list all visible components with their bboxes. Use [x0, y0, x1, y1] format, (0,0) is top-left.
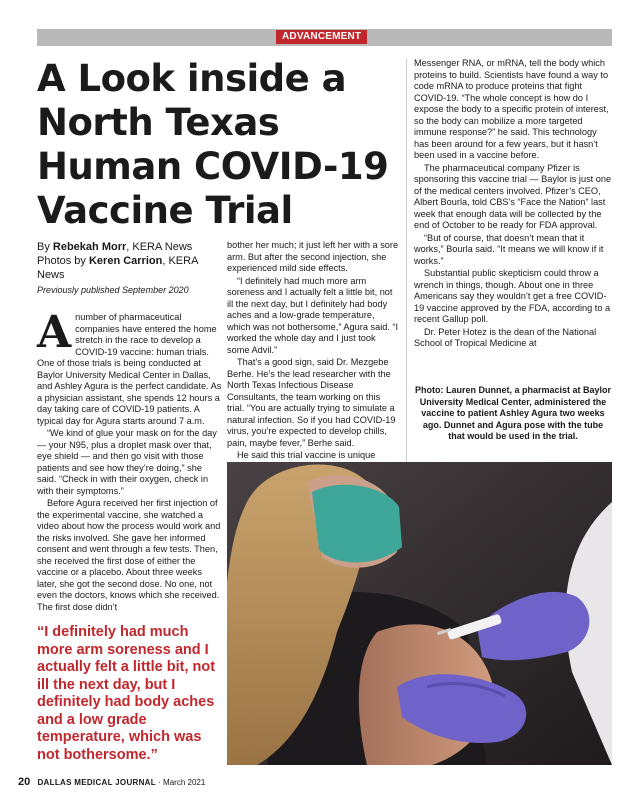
article-column-1	[37, 307, 222, 614]
photographer-org: , KERA News	[37, 255, 198, 281]
paragraph: “But of course, that doesn’t mean that it works,” Bourla said. “It means we will know if it works.”	[414, 232, 604, 266]
byline-prefix: By	[37, 241, 53, 253]
paragraph: Before Agura received her first injection of the experimental vaccine, she watched a video about how the process would work and the risks involved. She gave her informed consent and went through a few tests. Then, she received the first dose of either the vaccine or a placebo. About three weeks later, she got the second dose. No one, not even the doctors, knows which she received. The first dose didn’t	[37, 498, 221, 612]
page-footer	[18, 776, 205, 789]
paragraph: The pharmaceutical company Pfizer is sponsoring this vaccine trial — Baylor is just one of the medical centers involved. Pfizer’s CEO, Albert Bourla, told CBS’s “Face the Nation” last week that enough data will be collected by the end of October to be ready for FDA approval.	[414, 162, 612, 230]
byline	[37, 240, 222, 282]
issue-date: March 2021	[163, 778, 206, 787]
paragraph: “I definitely had much more arm soreness and I actually felt a little bit, not ill the next day, but I definitely had body aches and a low-grade temperature, which was not bothersome,” Agura said. “I worked the whole day and I just took some Advil.”	[227, 275, 399, 355]
paragraph-text: number of pharmaceutical companies have entered the home stretch in the race to develop a COVID-19 vaccine: human trials. One of those trials is being conducted at Baylor University Medical Center in Dallas, and Ashley Agura is the perfect candidate. As a physician assistant, she spends 12 hours a day taking care of COVID-19 patients. A typical day for Agura starts around 7 a.m.	[37, 312, 222, 426]
photos-prefix: Photos by	[37, 255, 89, 267]
column-divider	[406, 58, 407, 463]
paragraph: Dr. Peter Hotez is the dean of the National School of Tropical Medicine at	[414, 326, 597, 348]
photo-illustration	[227, 462, 612, 765]
journal-name: DALLAS MEDICAL JOURNAL	[37, 778, 156, 787]
section-tag: ADVANCEMENT	[276, 30, 367, 44]
paragraph: Messenger RNA, or mRNA, tell the body which proteins to build. Scientists have found a way to code mRNA to produce proteins that fight COVID-19. “The whole concept is how do I expose the body to a specific protein of interest, so the body can mobilize a more targeted immune response?” he said. This technology has been around for a few years, but it hasn’t been used in a vaccine before.	[414, 58, 609, 160]
pull-quote: “I definitely had much more arm soreness and I actually felt a little bit, not ill the next day, but I definitely had body aches and a low grade temperature, which was not bothersome.”	[37, 624, 216, 763]
paragraph: bother her much; it just left her with a sore arm. But after the second injection, she experienced mild side effects.	[227, 240, 399, 273]
article-column-3	[414, 58, 612, 351]
published-note: Previously published September 2020	[37, 285, 189, 295]
paragraph: “We kind of glue your mask on for the day — your N95, plus a droplet mask over that, eye shield — and then go visit with those patients and see how they’re doing,” she said. “Check in with their oxygen, check in with their symptoms.”	[37, 428, 217, 496]
drop-cap: A	[37, 307, 72, 358]
page-number: 20	[18, 776, 31, 788]
paragraph: That’s a good sign, said Dr. Mezgebe Berhe. He’s the lead researcher with the North Texas Infectious Disease Consultants, the team working on this trial. “You are actually trying to simulate a natural infection. So if you had COVID-19 virus, you’re expected to develop chills, pain, maybe fever,” Berhe said.	[227, 357, 396, 448]
photographer-name: Keren Carrion	[88, 255, 163, 267]
photo-caption: Photo: Lauren Dunnet, a pharmacist at Baylor University Medical Center, administered the vaccine to patient Ashley Agura two weeks ago. Dunnet and Agura pose with the tube that would be used in the trial.	[414, 385, 612, 441]
headline: A Look inside a North Texas Human COVID-19 Vaccine Trial	[37, 57, 389, 232]
paragraph: He said this trial vaccine is unique	[237, 450, 376, 460]
vaccine-injection-photo	[227, 462, 612, 765]
article-column-2	[227, 240, 399, 474]
author-name: Rebekah Morr	[52, 241, 127, 253]
footer-separator: ·	[155, 778, 164, 787]
paragraph: Substantial public skepticism could throw a wrench in things, though. About one in three Americans say they wouldn’t get a free COVID-19 vaccine approved by the FDA, according to a recent Gallup poll.	[414, 268, 611, 324]
paragraph	[37, 307, 222, 427]
author-org: , KERA News	[126, 241, 193, 253]
